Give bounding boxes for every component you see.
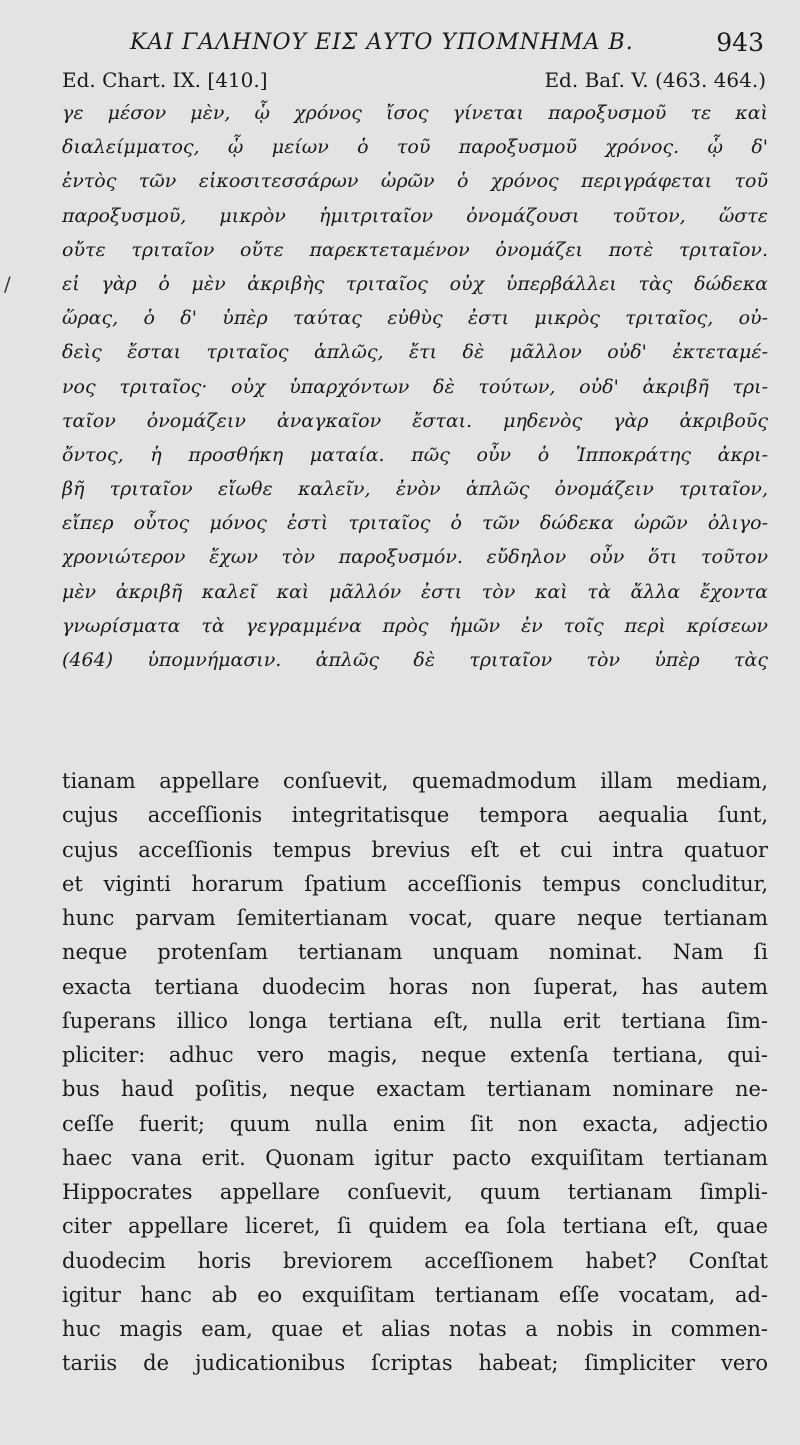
page-number: 943	[716, 28, 764, 57]
greek-line: ἐντὸς τῶν εἰκοσιτεσσάρων ὡρῶν ὁ χρόνος περιγράφεται τοῦ	[62, 170, 768, 193]
greek-line: χρονιώτερον ἔχων τὸν παροξυσμόν. εὔδηλον οὖν ὅτι τοῦτον	[62, 546, 768, 569]
latin-line: pliciter: adhuc vero magis, neque extenſa tertiana, qui-	[62, 1043, 768, 1067]
latin-line: duodecim horis breviorem acceſſionem habet? Conſtat	[62, 1248, 768, 1273]
latin-line: neque protenſam tertianam unquam nominat. Nam ſi	[62, 940, 768, 965]
greek-line: γε μέσον μὲν, ᾧ χρόνος ἴσος γίνεται παροξυσμοῦ τε καὶ	[62, 102, 768, 124]
greek-line: νος τριταῖος· οὐχ ὑπαρχόντων δὲ τούτων, οὐδ' ἀκριβῆ τρι-	[62, 375, 768, 398]
latin-line: hunc parvam ſemitertianam vocat, quare neque tertianam	[62, 906, 768, 930]
latin-line: bus haud poſitis, neque exactam tertianam nominare ne-	[62, 1077, 768, 1102]
greek-line: παροξυσμοῦ, μικρὸν ἡμιτριταῖον ὀνομάζουσι τοῦτον, ὥστε	[62, 204, 768, 227]
greek-line: ὄντος, ἡ προσθήκη ματαία. πῶς οὖν ὁ Ἱπποκράτης ἀκρι-	[62, 443, 768, 466]
latin-line: haec vana erit. Quonam igitur pacto exquiſitam tertianam	[62, 1145, 768, 1170]
latin-line: exacta tertiana duodecim horas non ſuperat, has autem	[62, 974, 768, 999]
latin-line: citer appellare liceret, ſi quidem ea ſola tertiana eſt, quae	[62, 1214, 768, 1239]
latin-line: ſuperans illico longa tertiana eſt, nulla erit tertiana ſim-	[62, 1008, 768, 1033]
latin-line: cujus acceſſionis tempus brevius eſt et cui intra quatuor	[62, 837, 768, 862]
latin-line: huc magis eam, quae et alias notas a nobis in commen-	[62, 1317, 768, 1341]
greek-line: ὥρας, ὁ δ' ὑπὲρ ταύτας εὐθὺς ἐστι μικρὸς τριταῖος, οὐ-	[62, 307, 768, 330]
greek-text-block	[62, 96, 768, 677]
edition-references	[62, 68, 766, 96]
latin-line: tariis de judicationibus ſcriptas habeat; ſimpliciter vero	[62, 1351, 768, 1376]
edition-reference-chartier: Ed. Chart. IX. [410.]	[62, 68, 268, 92]
greek-line: οὔτε τριταῖον οὔτε παρεκτεταμένον ὀνομάζει ποτὲ τριταῖον.	[62, 238, 768, 261]
greek-line: γνωρίσματα τὰ γεγραμμένα πρὸς ἡμῶν ἐν τοῖς περὶ κρίσεων	[62, 614, 768, 637]
greek-line: δεὶς ἔσται τριταῖος ἁπλῶς, ἔτι δὲ μᾶλλον οὐδ' ἐκτεταμέ-	[62, 341, 768, 364]
latin-text-block	[62, 764, 768, 1381]
latin-line: et viginti horarum ſpatium acceſſionis tempus concluditur,	[62, 871, 768, 896]
greek-line: διαλείμματος, ᾧ μείων ὁ τοῦ παροξυσμοῦ χρόνος. ᾧ δ'	[62, 136, 768, 159]
margin-mark: /	[4, 272, 11, 296]
latin-line: tianam appellare conſuevit, quemadmodum illam mediam,	[62, 769, 768, 793]
greek-line: εἰ γὰρ ὁ μὲν ἀκριβὴς τριταῖος οὐχ ὑπερβάλλει τὰς δώδεκα	[62, 272, 768, 295]
latin-line: igitur hanc ab eo exquiſitam tertianam eſſe vocatam, ad-	[62, 1282, 768, 1307]
latin-line: cujus acceſſionis integritatisque tempora aequalia ſunt,	[62, 803, 768, 828]
greek-line: ταῖον ὀνομάζειν ἀναγκαῖον ἔσται. μηδενὸς γὰρ ἀκριβοῦς	[62, 409, 768, 432]
latin-line: ceſſe fuerit; quum nulla enim ſit non exacta, adjectio	[62, 1111, 768, 1136]
running-head	[60, 26, 768, 60]
greek-line: εἴπερ οὗτος μόνος ἐστὶ τριταῖος ὁ τῶν δώδεκα ὡρῶν ὀλιγο-	[62, 512, 768, 535]
running-title: ΚΑΙ ΓΑΛΗΝΟΥ ΕΙΣ ΑΥΤΟ ΥΠΟΜΝΗΜΑ Β.	[130, 30, 634, 55]
greek-line: μὲν ἀκριβῆ καλεῖ καὶ μᾶλλόν ἐστι τὸν καὶ τὰ ἄλλα ἔχοντα	[62, 580, 768, 603]
greek-line: βῆ τριταῖον εἴωθε καλεῖν, ἐνὸν ἁπλῶς ὀνομάζειν τριταῖον,	[62, 478, 768, 501]
greek-line: (464) ὑπομνήμασιν. ἁπλῶς δὲ τριταῖον τὸν ὑπὲρ τὰς	[62, 649, 768, 671]
edition-reference-basel: Ed. Baſ. V. (463. 464.)	[544, 68, 766, 92]
latin-line: Hippocrates appellare conſuevit, quum tertianam ſimpli-	[62, 1180, 768, 1204]
